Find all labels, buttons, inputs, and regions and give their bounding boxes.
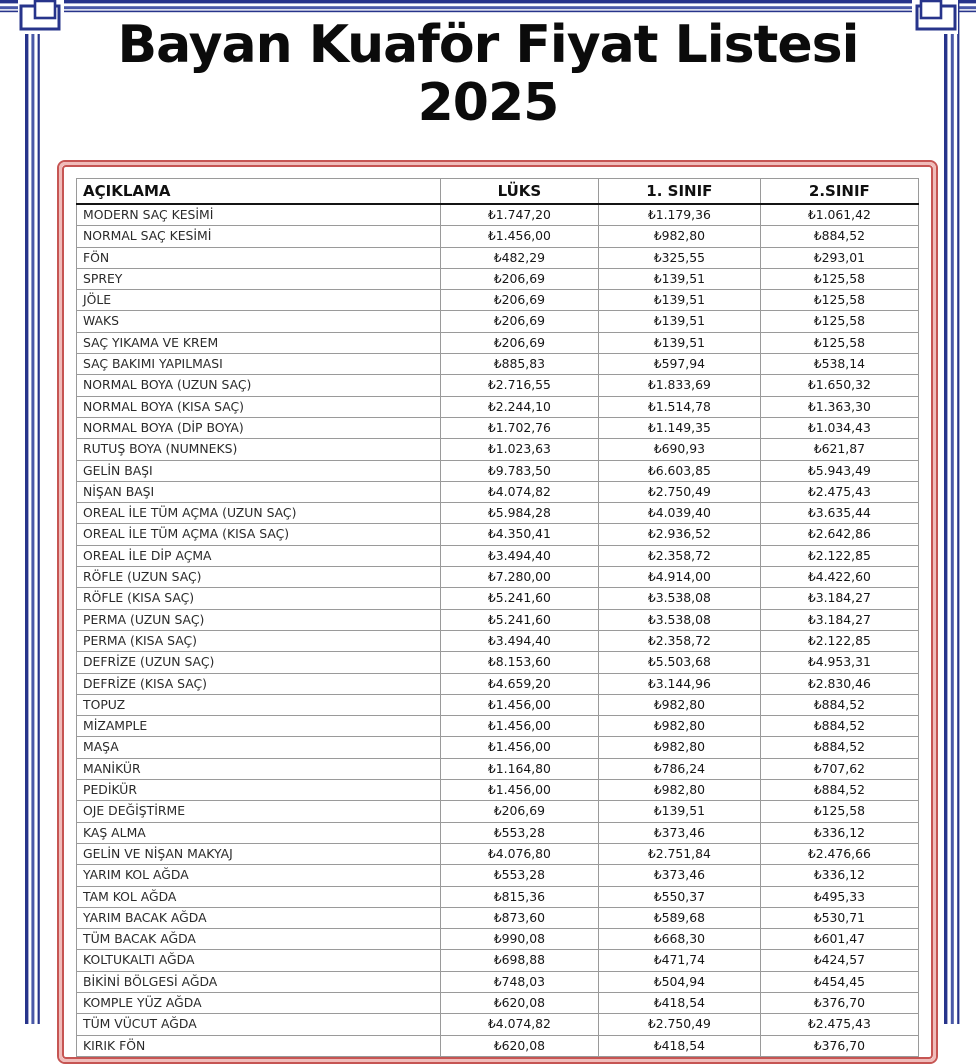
service-name-cell: TÜM BACAK AĞDA <box>77 929 441 950</box>
price-cell: ₺454,45 <box>760 971 918 992</box>
price-cell: ₺1.034,43 <box>760 417 918 438</box>
table-row <box>77 801 919 822</box>
table-row <box>77 247 919 268</box>
service-name-cell: TOPUZ <box>77 694 441 715</box>
price-cell: ₺1.456,00 <box>440 716 598 737</box>
service-name-cell: MİZAMPLE <box>77 716 441 737</box>
service-name-cell: JÖLE <box>77 290 441 311</box>
price-list-panel-mid-border <box>59 162 936 1062</box>
price-cell: ₺982,80 <box>599 716 761 737</box>
price-cell: ₺206,69 <box>440 268 598 289</box>
service-name-cell: OREAL İLE TÜM AÇMA (UZUN SAÇ) <box>77 503 441 524</box>
price-cell: ₺504,94 <box>599 971 761 992</box>
price-cell: ₺2.122,85 <box>760 545 918 566</box>
price-cell: ₺336,12 <box>760 865 918 886</box>
price-cell: ₺4.350,41 <box>440 524 598 545</box>
table-row <box>77 311 919 332</box>
service-name-cell: NİŞAN BAŞI <box>77 481 441 502</box>
price-cell: ₺2.750,49 <box>599 481 761 502</box>
price-cell: ₺601,47 <box>760 929 918 950</box>
column-header-aciklama: AÇIKLAMA <box>77 179 441 205</box>
price-cell: ₺5.503,68 <box>599 652 761 673</box>
table-row <box>77 886 919 907</box>
service-name-cell: KAŞ ALMA <box>77 822 441 843</box>
price-cell: ₺1.061,42 <box>760 204 918 226</box>
price-cell: ₺597,94 <box>599 354 761 375</box>
price-cell: ₺139,51 <box>599 268 761 289</box>
price-cell: ₺884,52 <box>760 716 918 737</box>
price-cell: ₺538,14 <box>760 354 918 375</box>
price-cell: ₺125,58 <box>760 290 918 311</box>
service-name-cell: SPREY <box>77 268 441 289</box>
service-name-cell: NORMAL SAÇ KESİMİ <box>77 226 441 247</box>
table-header-row <box>77 179 919 205</box>
price-cell: ₺621,87 <box>760 439 918 460</box>
column-header-1-sinif: 1. SINIF <box>599 179 761 205</box>
price-cell: ₺206,69 <box>440 290 598 311</box>
page-title <box>0 16 976 132</box>
price-table-body <box>77 204 919 1056</box>
service-name-cell: SAÇ BAKIMI YAPILMASI <box>77 354 441 375</box>
price-cell: ₺2.358,72 <box>599 545 761 566</box>
price-cell: ₺5.984,28 <box>440 503 598 524</box>
price-cell: ₺2.642,86 <box>760 524 918 545</box>
table-row <box>77 929 919 950</box>
service-name-cell: NORMAL BOYA (KISA SAÇ) <box>77 396 441 417</box>
table-row <box>77 630 919 651</box>
price-cell: ₺418,54 <box>599 992 761 1013</box>
price-cell: ₺125,58 <box>760 268 918 289</box>
table-row <box>77 758 919 779</box>
price-cell: ₺2.751,84 <box>599 843 761 864</box>
table-row <box>77 822 919 843</box>
table-row <box>77 1035 919 1056</box>
price-cell: ₺482,29 <box>440 247 598 268</box>
price-cell: ₺2.475,43 <box>760 481 918 502</box>
table-row <box>77 588 919 609</box>
column-header-2-sinif: 2.SINIF <box>760 179 918 205</box>
service-name-cell: PERMA (KISA SAÇ) <box>77 630 441 651</box>
service-name-cell: FÖN <box>77 247 441 268</box>
price-cell: ₺1.456,00 <box>440 226 598 247</box>
price-cell: ₺3.144,96 <box>599 673 761 694</box>
service-name-cell: WAKS <box>77 311 441 332</box>
price-cell: ₺3.538,08 <box>599 588 761 609</box>
price-cell: ₺2.830,46 <box>760 673 918 694</box>
table-row <box>77 396 919 417</box>
price-cell: ₺4.914,00 <box>599 567 761 588</box>
price-cell: ₺553,28 <box>440 822 598 843</box>
table-row <box>77 332 919 353</box>
price-cell: ₺139,51 <box>599 332 761 353</box>
price-cell: ₺1.149,35 <box>599 417 761 438</box>
price-cell: ₺4.422,60 <box>760 567 918 588</box>
service-name-cell: MANİKÜR <box>77 758 441 779</box>
price-cell: ₺620,08 <box>440 992 598 1013</box>
price-cell: ₺125,58 <box>760 311 918 332</box>
price-cell: ₺3.184,27 <box>760 588 918 609</box>
price-cell: ₺1.456,00 <box>440 694 598 715</box>
table-row <box>77 524 919 545</box>
price-cell: ₺982,80 <box>599 780 761 801</box>
price-cell: ₺3.494,40 <box>440 545 598 566</box>
service-name-cell: NORMAL BOYA (UZUN SAÇ) <box>77 375 441 396</box>
service-name-cell: GELİN VE NİŞAN MAKYAJ <box>77 843 441 864</box>
service-name-cell: GELİN BAŞI <box>77 460 441 481</box>
service-name-cell: KOMPLE YÜZ AĞDA <box>77 992 441 1013</box>
price-cell: ₺884,52 <box>760 694 918 715</box>
table-row <box>77 865 919 886</box>
price-cell: ₺884,52 <box>760 226 918 247</box>
service-name-cell: NORMAL BOYA (DİP BOYA) <box>77 417 441 438</box>
price-cell: ₺4.039,40 <box>599 503 761 524</box>
price-cell: ₺1.833,69 <box>599 375 761 396</box>
price-cell: ₺4.074,82 <box>440 1014 598 1035</box>
price-cell: ₺9.783,50 <box>440 460 598 481</box>
price-cell: ₺990,08 <box>440 929 598 950</box>
table-row <box>77 226 919 247</box>
service-name-cell: TÜM VÜCUT AĞDA <box>77 1014 441 1035</box>
table-row <box>77 971 919 992</box>
price-cell: ₺495,33 <box>760 886 918 907</box>
price-cell: ₺1.179,36 <box>599 204 761 226</box>
price-cell: ₺1.164,80 <box>440 758 598 779</box>
service-name-cell: OJE DEĞİŞTİRME <box>77 801 441 822</box>
table-row <box>77 992 919 1013</box>
price-cell: ₺698,88 <box>440 950 598 971</box>
price-cell: ₺4.953,31 <box>760 652 918 673</box>
price-cell: ₺786,24 <box>599 758 761 779</box>
price-cell: ₺373,46 <box>599 822 761 843</box>
service-name-cell: BİKİNİ BÖLGESİ AĞDA <box>77 971 441 992</box>
price-cell: ₺336,12 <box>760 822 918 843</box>
price-cell: ₺373,46 <box>599 865 761 886</box>
page-title-line1: Bayan Kuaför Fiyat Listesi <box>117 15 859 75</box>
table-row <box>77 950 919 971</box>
service-name-cell: OREAL İLE DİP AÇMA <box>77 545 441 566</box>
price-cell: ₺2.475,43 <box>760 1014 918 1035</box>
price-cell: ₺550,37 <box>599 886 761 907</box>
price-cell: ₺5.241,60 <box>440 588 598 609</box>
price-cell: ₺3.494,40 <box>440 630 598 651</box>
table-row <box>77 417 919 438</box>
price-table <box>76 178 919 1057</box>
price-cell: ₺139,51 <box>599 311 761 332</box>
price-cell: ₺424,57 <box>760 950 918 971</box>
price-cell: ₺707,62 <box>760 758 918 779</box>
price-cell: ₺2.936,52 <box>599 524 761 545</box>
price-cell: ₺376,70 <box>760 1035 918 1056</box>
price-cell: ₺125,58 <box>760 801 918 822</box>
price-cell: ₺5.241,60 <box>440 609 598 630</box>
price-cell: ₺3.538,08 <box>599 609 761 630</box>
price-cell: ₺206,69 <box>440 332 598 353</box>
price-cell: ₺3.635,44 <box>760 503 918 524</box>
table-row <box>77 204 919 226</box>
service-name-cell: MAŞA <box>77 737 441 758</box>
service-name-cell: RÖFLE (UZUN SAÇ) <box>77 567 441 588</box>
price-cell: ₺2.122,85 <box>760 630 918 651</box>
price-cell: ₺3.184,27 <box>760 609 918 630</box>
table-row <box>77 716 919 737</box>
price-cell: ₺620,08 <box>440 1035 598 1056</box>
price-cell: ₺815,36 <box>440 886 598 907</box>
price-cell: ₺1.702,76 <box>440 417 598 438</box>
service-name-cell: DEFRİZE (KISA SAÇ) <box>77 673 441 694</box>
price-cell: ₺885,83 <box>440 354 598 375</box>
price-cell: ₺293,01 <box>760 247 918 268</box>
table-row <box>77 439 919 460</box>
price-cell: ₺1.023,63 <box>440 439 598 460</box>
table-row <box>77 1014 919 1035</box>
table-row <box>77 737 919 758</box>
price-cell: ₺589,68 <box>599 907 761 928</box>
service-name-cell: PEDİKÜR <box>77 780 441 801</box>
price-list-panel <box>57 160 938 1064</box>
price-cell: ₺6.603,85 <box>599 460 761 481</box>
price-cell: ₺982,80 <box>599 226 761 247</box>
price-cell: ₺2.244,10 <box>440 396 598 417</box>
price-cell: ₺2.716,55 <box>440 375 598 396</box>
price-list-panel-inner <box>62 165 933 1059</box>
price-cell: ₺2.358,72 <box>599 630 761 651</box>
service-name-cell: PERMA (UZUN SAÇ) <box>77 609 441 630</box>
table-row <box>77 694 919 715</box>
price-cell: ₺471,74 <box>599 950 761 971</box>
price-cell: ₺1.363,30 <box>760 396 918 417</box>
table-row <box>77 481 919 502</box>
price-cell: ₺5.943,49 <box>760 460 918 481</box>
price-cell: ₺125,58 <box>760 332 918 353</box>
price-cell: ₺884,52 <box>760 780 918 801</box>
price-cell: ₺4.074,82 <box>440 481 598 502</box>
service-name-cell: YARIM BACAK AĞDA <box>77 907 441 928</box>
price-cell: ₺206,69 <box>440 801 598 822</box>
price-cell: ₺884,52 <box>760 737 918 758</box>
price-cell: ₺1.514,78 <box>599 396 761 417</box>
service-name-cell: RUTUŞ BOYA (NUMNEKS) <box>77 439 441 460</box>
price-cell: ₺553,28 <box>440 865 598 886</box>
table-row <box>77 375 919 396</box>
table-row <box>77 545 919 566</box>
price-cell: ₺1.456,00 <box>440 737 598 758</box>
price-cell: ₺139,51 <box>599 290 761 311</box>
table-row <box>77 290 919 311</box>
table-row <box>77 907 919 928</box>
price-cell: ₺206,69 <box>440 311 598 332</box>
price-cell: ₺1.650,32 <box>760 375 918 396</box>
service-name-cell: MODERN SAÇ KESİMİ <box>77 204 441 226</box>
table-row <box>77 652 919 673</box>
price-cell: ₺748,03 <box>440 971 598 992</box>
service-name-cell: DEFRİZE (UZUN SAÇ) <box>77 652 441 673</box>
price-cell: ₺325,55 <box>599 247 761 268</box>
price-cell: ₺530,71 <box>760 907 918 928</box>
table-row <box>77 268 919 289</box>
table-row <box>77 460 919 481</box>
service-name-cell: YARIM KOL AĞDA <box>77 865 441 886</box>
table-row <box>77 780 919 801</box>
price-cell: ₺668,30 <box>599 929 761 950</box>
table-row <box>77 503 919 524</box>
service-name-cell: KIRIK FÖN <box>77 1035 441 1056</box>
price-cell: ₺690,93 <box>599 439 761 460</box>
price-cell: ₺2.750,49 <box>599 1014 761 1035</box>
price-cell: ₺376,70 <box>760 992 918 1013</box>
service-name-cell: SAÇ YIKAMA VE KREM <box>77 332 441 353</box>
price-cell: ₺139,51 <box>599 801 761 822</box>
price-cell: ₺982,80 <box>599 737 761 758</box>
price-cell: ₺4.659,20 <box>440 673 598 694</box>
price-cell: ₺7.280,00 <box>440 567 598 588</box>
service-name-cell: TAM KOL AĞDA <box>77 886 441 907</box>
page-title-line2: 2025 <box>417 73 559 134</box>
price-cell: ₺4.076,80 <box>440 843 598 864</box>
price-cell: ₺418,54 <box>599 1035 761 1056</box>
service-name-cell: KOLTUKALTI AĞDA <box>77 950 441 971</box>
table-row <box>77 609 919 630</box>
service-name-cell: OREAL İLE TÜM AÇMA (KISA SAÇ) <box>77 524 441 545</box>
price-cell: ₺982,80 <box>599 694 761 715</box>
price-cell: ₺1.747,20 <box>440 204 598 226</box>
table-row <box>77 567 919 588</box>
table-row <box>77 843 919 864</box>
price-cell: ₺8.153,60 <box>440 652 598 673</box>
column-header-luks: LÜKS <box>440 179 598 205</box>
service-name-cell: RÖFLE (KISA SAÇ) <box>77 588 441 609</box>
table-row <box>77 673 919 694</box>
price-cell: ₺873,60 <box>440 907 598 928</box>
price-cell: ₺2.476,66 <box>760 843 918 864</box>
price-cell: ₺1.456,00 <box>440 780 598 801</box>
table-row <box>77 354 919 375</box>
